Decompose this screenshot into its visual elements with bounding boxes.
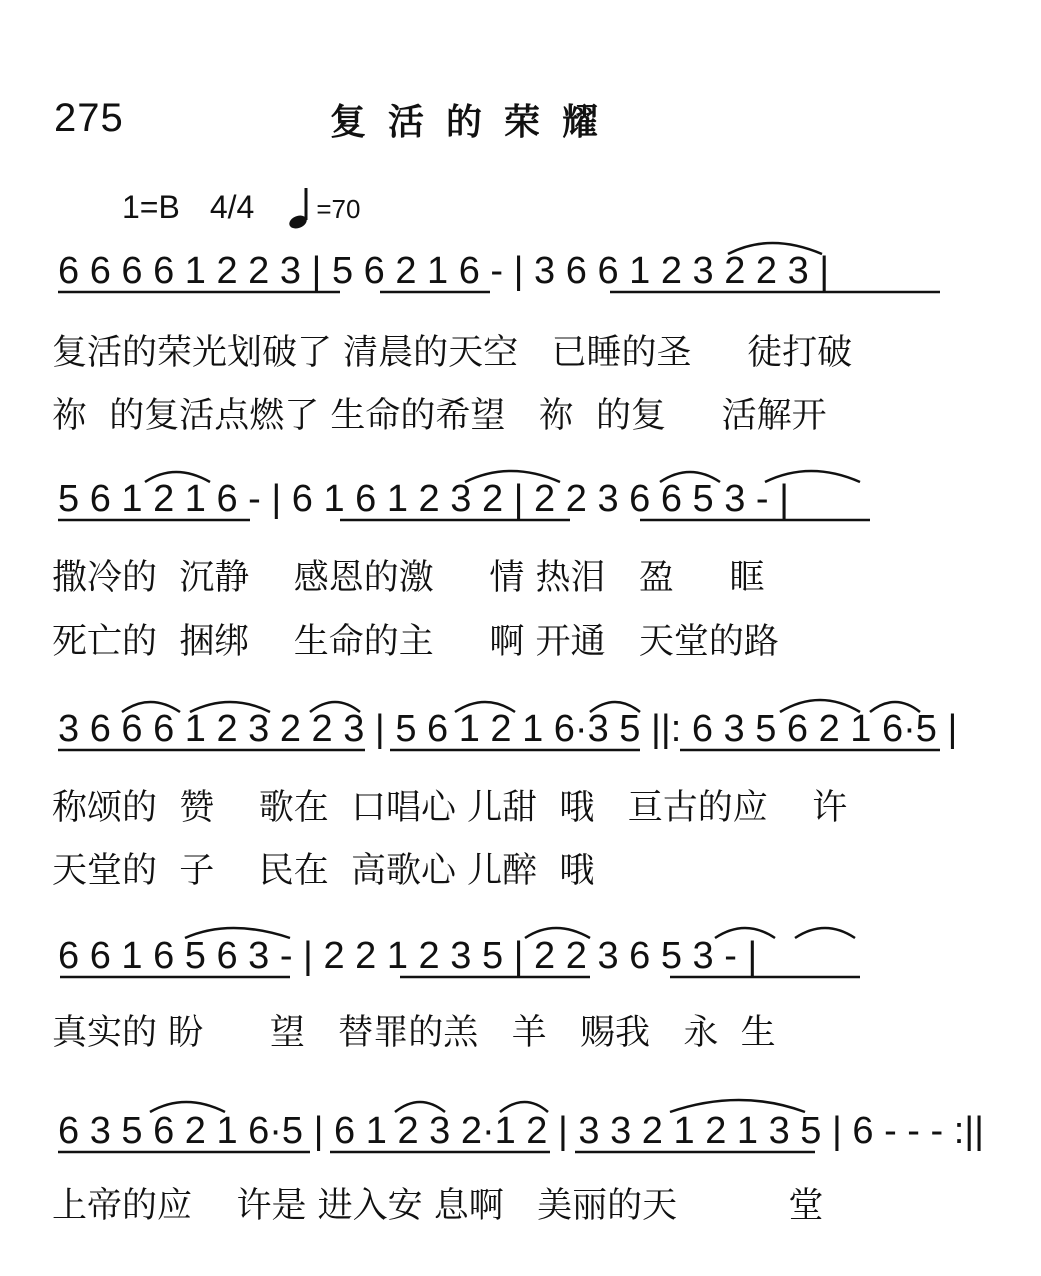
lyric-line-5-verse-1: 上帝的应 许是 进入安 息啊 美丽的天 堂	[52, 1186, 824, 1226]
notation-line-1: 6 6 6 6 1 2 2 3 | 5 6 2 1 6 - | 3 6 6 1 2 3 2 2 3 |	[58, 250, 830, 292]
song-title: 复活的荣耀	[330, 102, 621, 143]
notation-line-3: 3 6 6 6 1 2 3 2 2 3 | 5 6 1 2 1 6·3 5 ||: 6 3 5 6 2 1 6·5 |	[58, 708, 958, 750]
tempo-value: =70	[316, 194, 361, 224]
lyric-line-1-verse-2: 祢 的复活点燃了 生命的希望 祢 的复 活解开	[52, 396, 827, 436]
lyric-line-3-verse-1: 称颂的 赞 歌在 口唱心 儿甜 哦 亘古的应 许	[52, 788, 848, 828]
lyric-line-2-verse-2: 死亡的 捆绑 生命的主 啊 开通 天堂的路	[52, 622, 779, 662]
notation-line-4: 6 6 1 6 5 6 3 - | 2 2 1 2 3 5 | 2 2 3 6 5 3 - |	[58, 935, 758, 977]
key-signature: 1=B	[122, 189, 180, 225]
time-signature: 4/4	[209, 189, 255, 225]
lyric-line-4-verse-1: 真实的 盼 望 替罪的羔 羊 赐我 永 生	[52, 1013, 776, 1053]
notation-line-2: 5 6 1 2 1 6 - | 6 1 6 1 2 3 2 | 2 2 3 6 6 5 3 - |	[58, 478, 789, 520]
key-signature-line	[122, 174, 360, 226]
lyric-line-1-verse-1: 复活的荣光划破了 清晨的天空 已睡的圣 徒打破	[52, 333, 853, 373]
lyric-line-2-verse-1: 撒冷的 沉静 感恩的激 情 热泪 盈 眶	[52, 558, 765, 598]
lyric-line-3-verse-2: 天堂的 子 民在 高歌心 儿醉 哦	[52, 851, 595, 891]
tempo-marking	[284, 174, 360, 225]
quarter-note-icon	[284, 186, 314, 230]
hymn-number: 275	[54, 96, 124, 140]
notation-line-5: 6 3 5 6 2 1 6·5 | 6 1 2 3 2·1 2 | 3 3 2 1 2 1 3 5 | 6 - - - :||	[58, 1110, 985, 1152]
slur	[795, 928, 855, 938]
